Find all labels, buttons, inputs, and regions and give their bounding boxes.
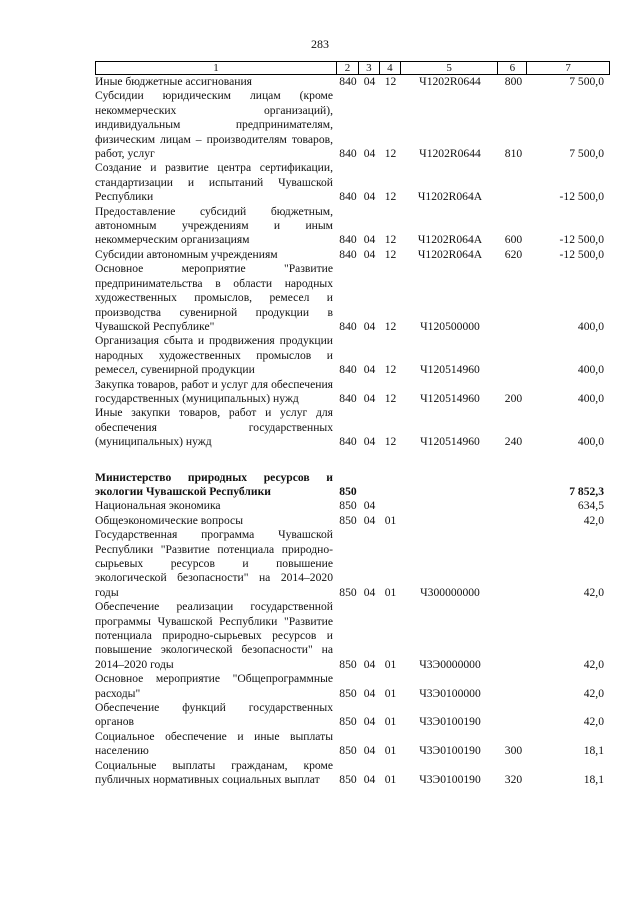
- table-body: [95, 75, 610, 788]
- row-ministry-code: 840: [339, 75, 357, 88]
- row-section-code: 04: [363, 319, 376, 333]
- table-row: [95, 248, 610, 262]
- row-target-article: Ч1202R064A: [417, 247, 483, 261]
- row-name: Государственная программа Чувашской Республики "Развитие потенциала природно-сырьевых ресурсов и повышение экологической безопасности" на 2014–2020 годы: [95, 528, 333, 599]
- row-ministry-code: 850: [339, 513, 357, 527]
- row-ministry-code: 850: [339, 715, 357, 729]
- row-ministry-code: 840: [339, 147, 357, 161]
- row-section-code: 04: [363, 657, 376, 671]
- row-target-article: Ч3Э0100190: [419, 715, 481, 729]
- row-section-code: 04: [363, 233, 376, 247]
- row-name: Национальная экономика: [95, 499, 221, 513]
- table-row: [95, 334, 610, 377]
- row-section-code: 04: [363, 499, 376, 513]
- row-ministry-code: 850: [339, 773, 357, 787]
- table-row: [95, 514, 610, 528]
- row-section-code: 04: [363, 513, 376, 527]
- row-subsection-code: 12: [384, 147, 397, 161]
- header-col-6: 6: [498, 62, 527, 74]
- row-name: Иные закупки товаров, работ и услуг для обеспечения государственных (муниципальных) нужд: [95, 406, 333, 449]
- row-ministry-code: 840: [339, 247, 357, 261]
- row-amount: 42,0: [583, 686, 604, 700]
- row-name: Основное мероприятие "Развитие предпринимательства в области народных художественных промыслов, ремесел и производства сувенирной продукции в Чувашской Республике": [95, 262, 333, 333]
- row-target-article: Ч1202R064A: [417, 190, 483, 204]
- row-ministry-code: 850: [339, 744, 357, 758]
- table-row: [95, 89, 610, 161]
- row-amount: 42,0: [583, 585, 604, 599]
- header-col-1: 1: [96, 62, 337, 74]
- row-expense-type: 300: [504, 744, 523, 758]
- row-target-article: Ч3Э0100190: [419, 744, 481, 758]
- row-name: Закупка товаров, работ и услуг для обеспечения государственных (муниципальных) нужд: [95, 377, 333, 405]
- row-name: Создание и развитие центра сертификации, стандартизации и испытаний Чувашской Республики: [95, 161, 333, 204]
- row-expense-type: 810: [504, 147, 523, 161]
- row-amount: 634,5: [577, 499, 604, 513]
- row-subsection-code: 12: [384, 75, 397, 88]
- row-ministry-code: 840: [339, 391, 357, 405]
- row-name: Субсидии юридическим лицам (кроме некоммерческих организаций), индивидуальным предпринимателям, физическим лицам – производителям товаров, работ, услуг: [95, 89, 333, 161]
- table-row: [95, 528, 610, 600]
- row-subsection-code: 12: [384, 391, 397, 405]
- row-ministry-code: 850: [339, 585, 357, 599]
- header-col-4: 4: [380, 62, 401, 74]
- row-section-code: 04: [363, 773, 376, 787]
- row-amount: -12 500,0: [559, 247, 604, 261]
- row-name: Министерство природных ресурсов и экологии Чувашской Республики: [95, 470, 333, 498]
- row-amount: 400,0: [577, 391, 604, 405]
- table-row: [95, 759, 610, 788]
- row-name: Общеэкономические вопросы: [95, 513, 243, 527]
- table-row: [95, 600, 610, 672]
- row-name: Обеспечение функций государственных органов: [95, 701, 333, 729]
- row-expense-type: 600: [504, 233, 523, 247]
- header-col-7: 7: [565, 62, 571, 74]
- row-section-code: 04: [363, 247, 376, 261]
- row-subsection-code: 12: [384, 363, 397, 377]
- row-subsection-code: 01: [384, 686, 397, 700]
- row-amount: 42,0: [583, 657, 604, 671]
- row-subsection-code: 01: [384, 585, 397, 599]
- row-amount: -12 500,0: [559, 190, 604, 204]
- row-target-article: Ч120514960: [420, 435, 480, 449]
- row-target-article: Ч3Э0100190: [419, 773, 481, 787]
- table-row: [95, 406, 610, 449]
- row-subsection-code: 01: [384, 657, 397, 671]
- table-row: [95, 262, 610, 334]
- row-section-code: 04: [363, 75, 376, 88]
- row-subsection-code: 01: [384, 744, 397, 758]
- row-target-article: Ч3Э0100000: [419, 686, 481, 700]
- row-amount: 400,0: [577, 319, 604, 333]
- row-section-code: 04: [363, 435, 376, 449]
- row-ministry-code: 850: [339, 657, 357, 671]
- row-target-article: Ч300000000: [420, 585, 480, 599]
- budget-table: [95, 61, 610, 788]
- row-subsection-code: 01: [384, 513, 397, 527]
- row-expense-type: 620: [504, 247, 523, 261]
- table-row: [95, 471, 610, 500]
- row-amount: 18,1: [583, 773, 604, 787]
- row-ministry-code: 840: [339, 435, 357, 449]
- row-target-article: Ч120500000: [420, 319, 480, 333]
- row-target-article: Ч1202R0644: [419, 147, 481, 161]
- row-expense-type: 200: [504, 391, 523, 405]
- row-amount: 42,0: [583, 715, 604, 729]
- row-section-code: 04: [363, 391, 376, 405]
- header-col-3: 3: [359, 62, 380, 74]
- table-row: [95, 730, 610, 759]
- table-row: [95, 701, 610, 730]
- row-section-code: 04: [363, 744, 376, 758]
- row-subsection-code: 01: [384, 773, 397, 787]
- row-subsection-code: 12: [384, 233, 397, 247]
- row-section-code: 04: [363, 190, 376, 204]
- page-number: 283: [311, 37, 329, 51]
- row-amount: 42,0: [583, 513, 604, 527]
- row-subsection-code: 12: [384, 247, 397, 261]
- row-amount: 7 852,3: [569, 484, 604, 498]
- row-subsection-code: 12: [384, 435, 397, 449]
- header-col-2: 2: [337, 62, 359, 74]
- row-name: Субсидии автономным учреждениям: [95, 247, 278, 261]
- row-expense-type: 800: [504, 75, 523, 88]
- row-ministry-code: 840: [339, 190, 357, 204]
- row-name: Иные бюджетные ассигнования: [95, 75, 252, 88]
- row-section-code: 04: [363, 147, 376, 161]
- row-name: Социальное обеспечение и иные выплаты населению: [95, 729, 333, 758]
- row-section-code: 04: [363, 715, 376, 729]
- row-amount: 7 500,0: [569, 75, 604, 88]
- row-name: Основное мероприятие "Общепрограммные расходы": [95, 672, 333, 700]
- row-name: Предоставление субсидий бюджетным, автономным учреждениям и иным некоммерческим организациям: [95, 204, 333, 247]
- row-expense-type: 240: [504, 435, 523, 449]
- row-target-article: Ч3Э0000000: [419, 657, 481, 671]
- row-subsection-code: 12: [384, 319, 397, 333]
- row-amount: 400,0: [577, 363, 604, 377]
- row-section-code: 04: [363, 363, 376, 377]
- row-target-article: Ч120514960: [420, 391, 480, 405]
- row-ministry-code: 840: [339, 319, 357, 333]
- row-target-article: Ч120514960: [420, 363, 480, 377]
- row-name: Обеспечение реализации государственной программы Чувашской Республики "Развитие потенциала природно-сырьевых ресурсов и повышение экологической безопасности" на 2014–2020 годы: [95, 600, 333, 671]
- row-subsection-code: 12: [384, 190, 397, 204]
- table-header: [95, 61, 610, 75]
- section-gap: [95, 450, 610, 471]
- row-ministry-code: 840: [339, 363, 357, 377]
- table-row: [95, 161, 610, 204]
- table-row: [95, 378, 610, 407]
- table-row: [95, 499, 610, 513]
- row-name: Организация сбыта и продвижения продукции народных художественных промыслов и ремесел, сувенирной продукции: [95, 334, 333, 377]
- row-ministry-code: 850: [339, 686, 357, 700]
- row-target-article: Ч1202R064A: [417, 233, 483, 247]
- row-section-code: 04: [363, 585, 376, 599]
- table-row: [95, 75, 610, 89]
- row-ministry-code: 850: [339, 484, 357, 498]
- row-ministry-code: 850: [339, 499, 357, 513]
- row-target-article: Ч1202R0644: [419, 75, 481, 88]
- row-amount: 7 500,0: [569, 147, 604, 161]
- row-section-code: 04: [363, 686, 376, 700]
- row-ministry-code: 840: [339, 233, 357, 247]
- row-amount: -12 500,0: [559, 233, 604, 247]
- row-expense-type: 320: [504, 773, 523, 787]
- row-amount: 400,0: [577, 435, 604, 449]
- row-subsection-code: 01: [384, 715, 397, 729]
- table-row: [95, 205, 610, 248]
- table-row: [95, 672, 610, 701]
- header-col-5: 5: [401, 62, 499, 74]
- row-name: Социальные выплаты гражданам, кроме публичных нормативных социальных выплат: [95, 758, 333, 787]
- row-amount: 18,1: [583, 744, 604, 758]
